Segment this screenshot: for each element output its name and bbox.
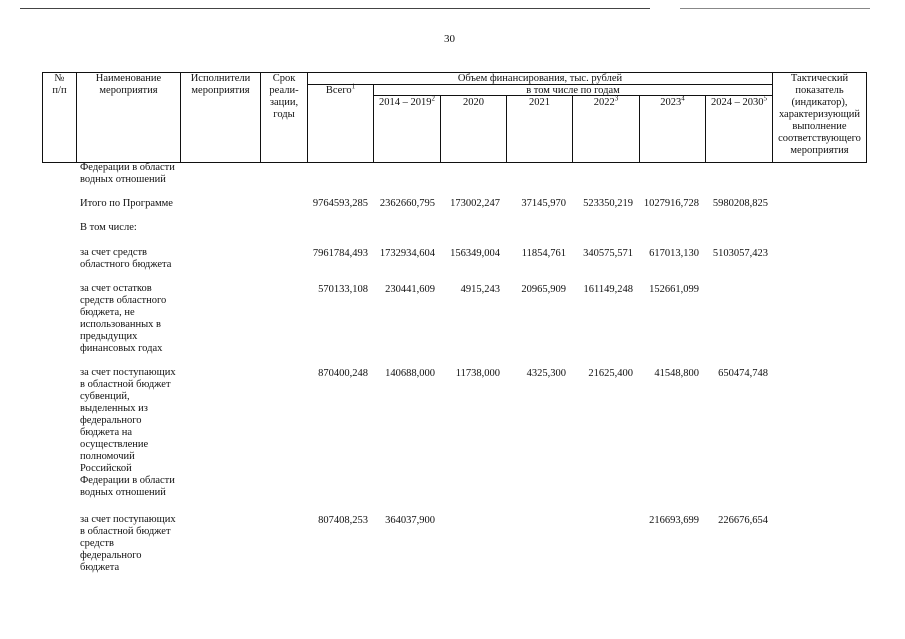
cell-2021: 11854,761 xyxy=(521,248,566,259)
cell-2021: 20965,909 xyxy=(521,284,566,295)
row-label: за счет поступающих в областной бюджет субвенций, выделенных из федерального бюджета на осуществление полномочий Российской Федерации в области водных отношений xyxy=(80,367,176,498)
row-label: за счет остатков средств областного бюджета, не использованных в предыдущих финансовых годах xyxy=(80,283,167,354)
cell-2023: 617013,130 xyxy=(649,248,699,259)
row-label: за счет средств областного бюджета xyxy=(80,247,172,270)
cell-2020: 173002,247 xyxy=(450,198,500,209)
header-name: Наименование мероприятия xyxy=(95,73,162,96)
cell-2014-2019: 364037,900 xyxy=(385,515,435,526)
cell-2023: 152661,099 xyxy=(649,284,699,295)
cell-total: 870400,248 xyxy=(318,368,368,379)
cell-2014-2019: 1732934,604 xyxy=(379,248,435,259)
cell-2024-2030: 5980208,825 xyxy=(712,198,768,209)
cell-2024-2030: 5103057,423 xyxy=(712,248,768,259)
scan-edge-line xyxy=(20,8,650,9)
cell-2022: 21625,400 xyxy=(588,368,633,379)
cell-2014-2019: 2362660,795 xyxy=(379,198,435,209)
cell-2022: 523350,219 xyxy=(583,198,633,209)
cell-2014-2019: 140688,000 xyxy=(385,368,435,379)
header-year-3: 2021 xyxy=(529,97,550,108)
header-total: Всего$^1$ xyxy=(325,82,356,96)
header-term: Срок реали- зации, годы xyxy=(269,73,299,120)
header-indicator: Тактический показатель (индикатор), характеризующий выполнение соответствующего мероприятия xyxy=(778,73,861,156)
cell-2021: 4325,300 xyxy=(526,368,566,379)
scan-edge-line-right xyxy=(680,8,870,9)
cell-2020: 156349,004 xyxy=(450,248,500,259)
cell-total: 807408,253 xyxy=(318,515,368,526)
header-year-4: 2022$^3$ xyxy=(593,94,619,108)
header-year-5: 2023$^4$ xyxy=(660,94,685,108)
cell-total: 570133,108 xyxy=(318,284,368,295)
cell-2024-2030: 226676,654 xyxy=(718,515,768,526)
header-year-2: 2020 xyxy=(463,97,484,108)
cell-2021: 37145,970 xyxy=(521,198,566,209)
cell-2024-2030: 650474,748 xyxy=(718,368,768,379)
cell-2014-2019: 230441,609 xyxy=(385,284,435,295)
header-executors: Исполнители мероприятия xyxy=(190,73,251,96)
cell-2022: 161149,248 xyxy=(583,284,633,295)
row-label: за счет поступающих в областной бюджет средств федерального бюджета xyxy=(80,514,176,573)
header-year-6: 2024 – 2030$^5$ xyxy=(711,94,767,108)
row-label: Итого по Программе xyxy=(80,198,173,209)
cell-2020: 11738,000 xyxy=(455,368,500,379)
header-num: № п/п xyxy=(52,73,67,96)
cell-2023: 216693,699 xyxy=(649,515,699,526)
header-financing: Объем финансирования, тыс. рублей xyxy=(457,73,623,84)
cell-2023: 1027916,728 xyxy=(643,198,699,209)
row-label: Федерации в области водных отношений xyxy=(80,162,175,185)
cell-2020: 4915,243 xyxy=(460,284,500,295)
header-year-1: 2014 – 2019$^2$ xyxy=(379,94,435,108)
cell-2023: 41548,800 xyxy=(654,368,699,379)
header-by-years: в том числе по годам xyxy=(526,85,620,96)
cell-2022: 340575,571 xyxy=(583,248,633,259)
cell-total: 7961784,493 xyxy=(312,248,368,259)
cell-total: 9764593,285 xyxy=(312,198,368,209)
row-label: В том числе: xyxy=(80,222,137,233)
